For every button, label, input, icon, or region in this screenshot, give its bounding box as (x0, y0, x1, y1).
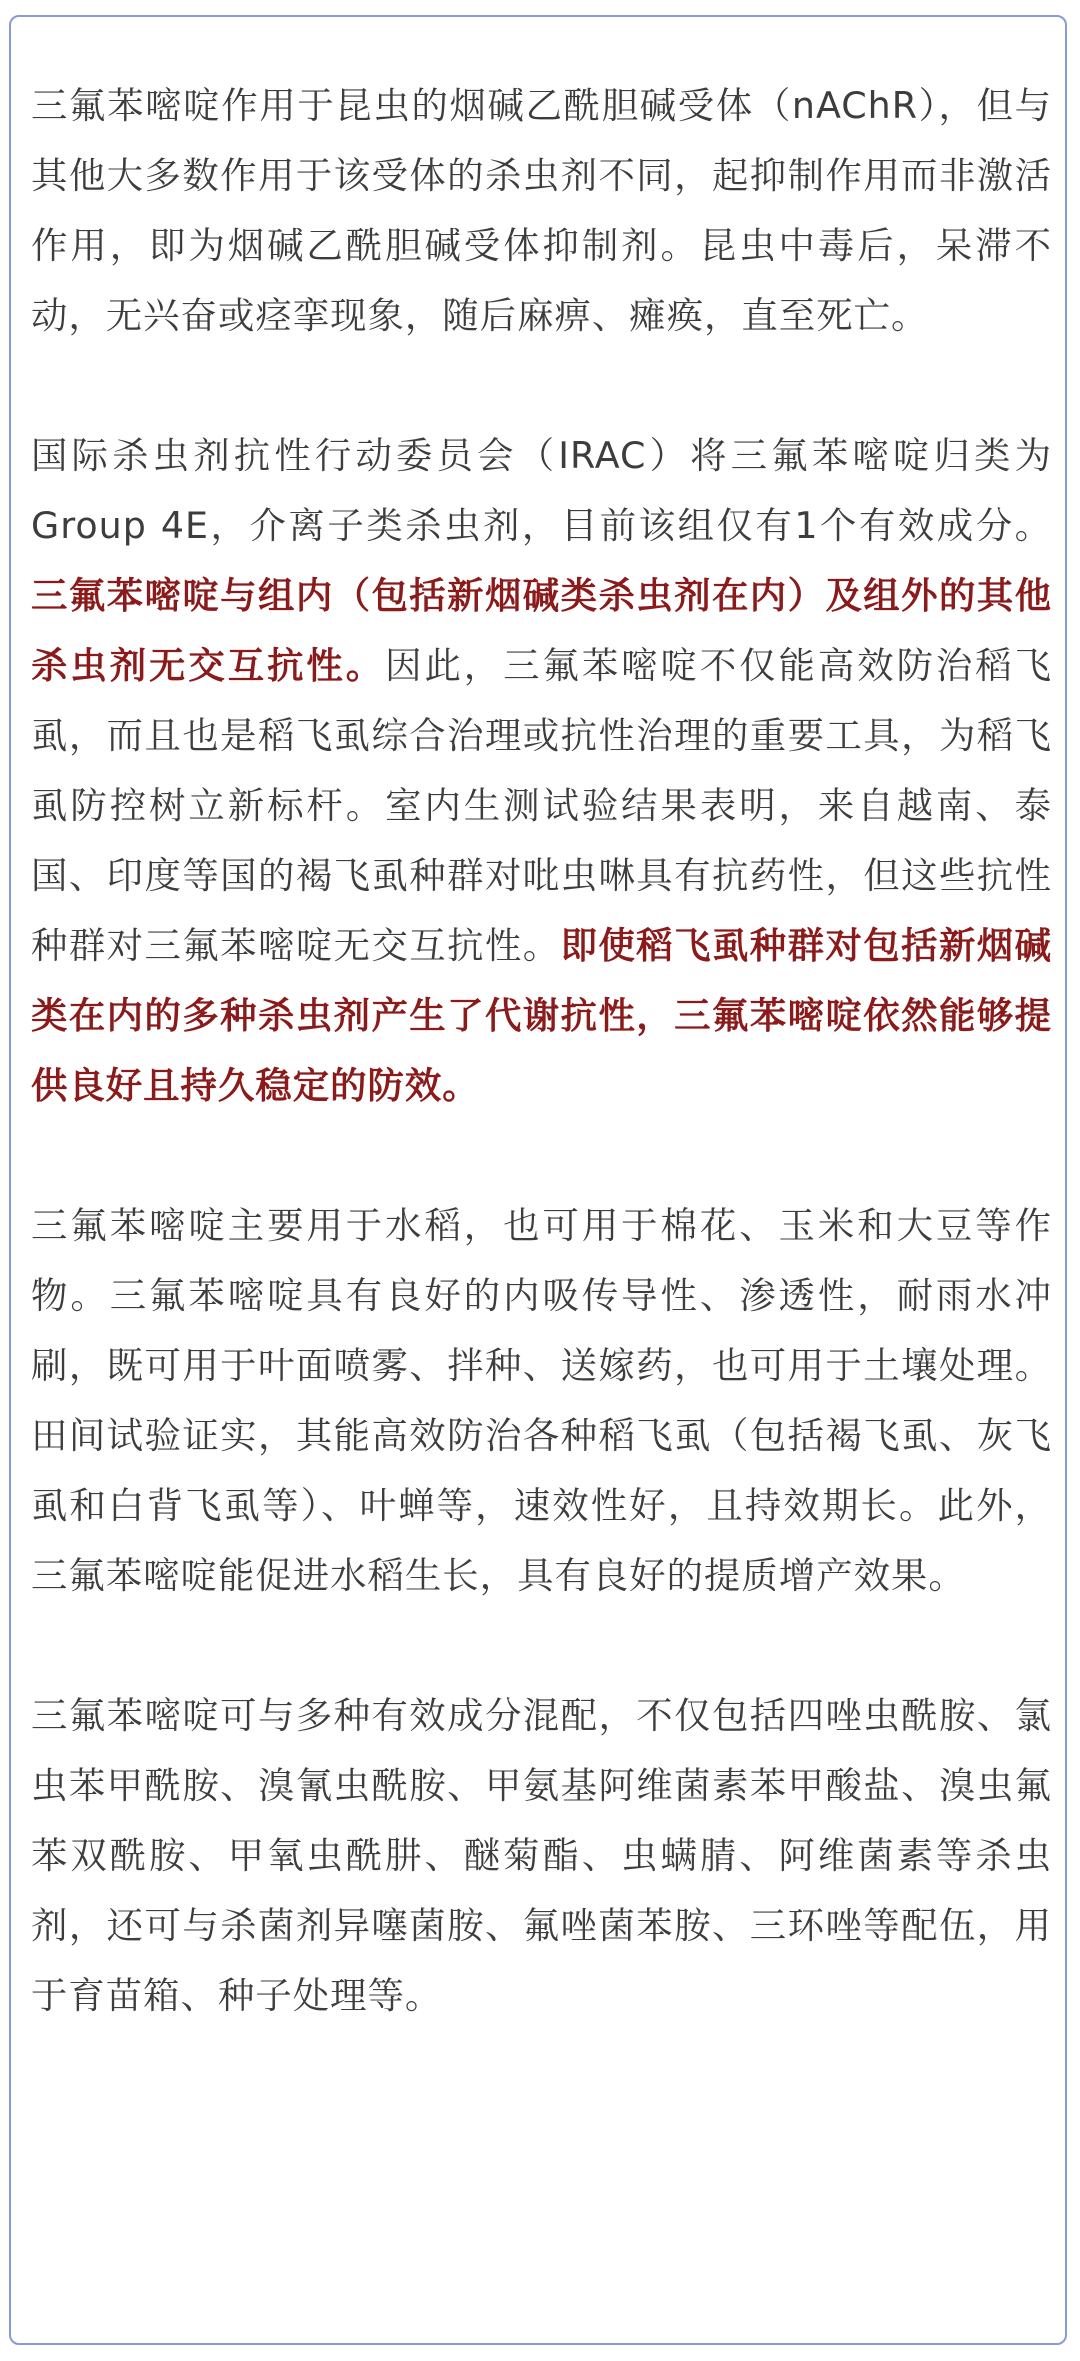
paragraph-text: 三氟苯嘧啶可与多种有效成分混配，不仅包括四唑虫酰胺、氯虫苯甲酰胺、溴氰虫酰胺、甲氨基阿维菌素苯甲酸盐、溴虫氟苯双酰胺、甲氧虫酰肼、醚菊酯、虫螨腈、阿维菌素等杀虫剂，还可与杀菌剂异噻菌胺、氟唑菌苯胺、三环唑等配伍，用于育苗箱、种子处理等。 (31, 1694, 1052, 2017)
highlighted-text: 即使稻飞虱种群对包括新烟碱类在内的多种杀虫剂产生了代谢抗性，三氟苯嘧啶依然能够提供良好且持久稳定的防效。 (31, 924, 1053, 1107)
article-body (31, 71, 1052, 2031)
paragraph-text: 三氟苯嘧啶作用于昆虫的烟碱乙酰胆碱受体（nAChR），但与其他大多数作用于该受体的杀虫剂不同，起抑制作用而非激活作用，即为烟碱乙酰胆碱受体抑制剂。昆虫中毒后，呆滞不动，无兴奋或痉挛现象，随后麻痹、瘫痪，直至死亡。 (31, 84, 1052, 337)
paragraph-irac-classification (31, 421, 1052, 1121)
paragraph-mode-of-action (31, 71, 1052, 351)
paragraph-crop-usage (31, 1191, 1052, 1611)
paragraph-text: 国际杀虫剂抗性行动委员会（IRAC）将三氟苯嘧啶归类为Group 4E，介离子类杀虫剂，目前该组仅有1个有效成分。 (31, 434, 1052, 547)
paragraph-text: 三氟苯嘧啶主要用于水稻，也可用于棉花、玉米和大豆等作物。三氟苯嘧啶具有良好的内吸传导性、渗透性，耐雨水冲刷，既可用于叶面喷雾、拌种、送嫁药，也可用于土壤处理。田间试验证实，其能高效防治各种稻飞虱（包括褐飞虱、灰飞虱和白背飞虱等）、叶蝉等，速效性好，且持效期长。此外，三氟苯嘧啶能促进水稻生长，具有良好的提质增产效果。 (31, 1204, 1052, 1597)
highlighted-text: 三氟苯嘧啶与组内（包括新烟碱类杀虫剂在内）及组外的其他杀虫剂无交互抗性。 (31, 574, 1052, 687)
paragraph-text: 因此，三氟苯嘧啶不仅能高效防治稻飞虱，而且也是稻飞虱综合治理或抗性治理的重要工具，为稻飞虱防控树立新标杆。室内生测试验结果表明，来自越南、泰国、印度等国的褐飞虱种群对吡虫啉具有抗药性，但这些抗性种群对三氟苯嘧啶无交互抗性。 (31, 644, 1053, 967)
article-card (9, 15, 1067, 2345)
paragraph-mixtures (31, 1681, 1052, 2031)
